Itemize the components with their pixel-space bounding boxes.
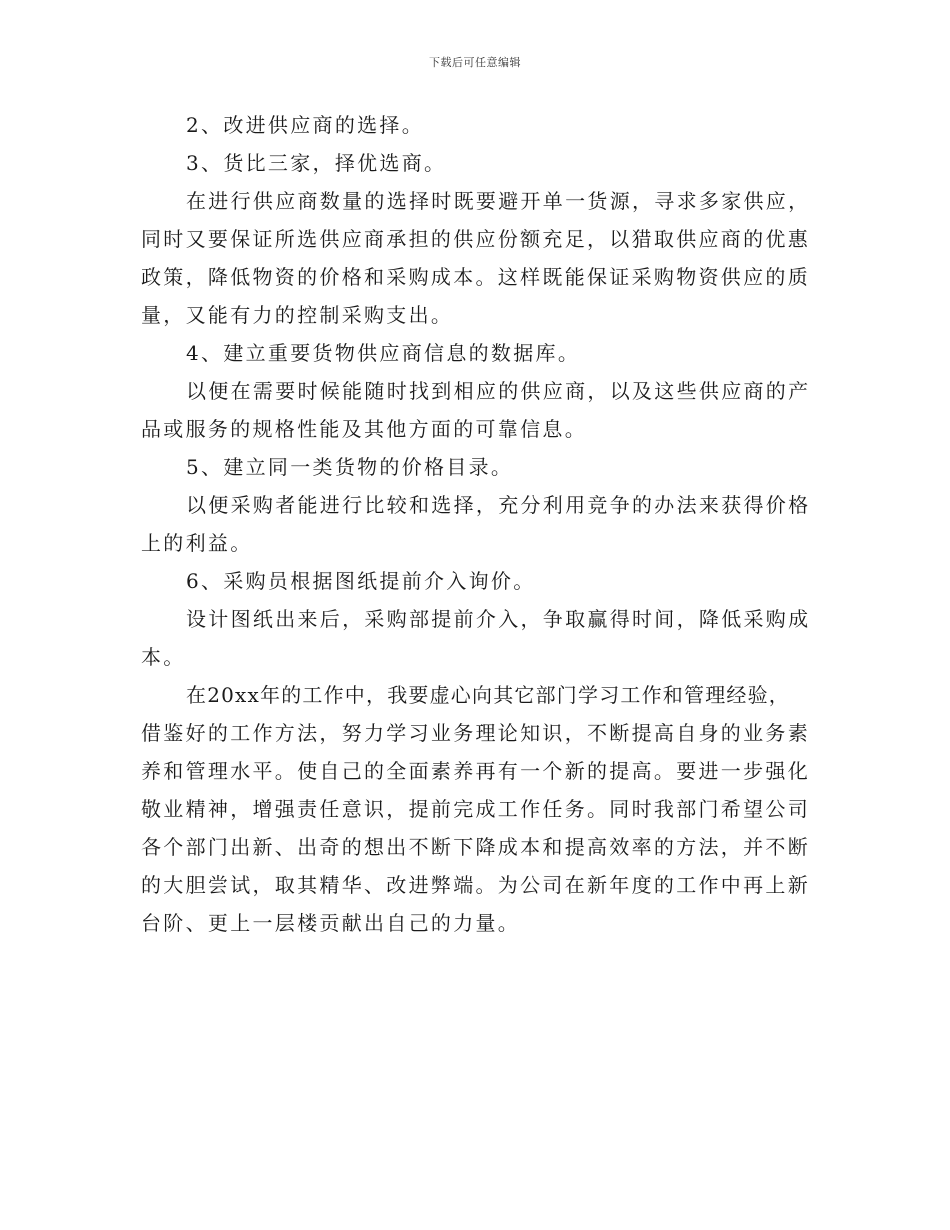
list-item-heading: 5、建立同一类货物的价格目录。 xyxy=(186,455,514,479)
paragraph-line: 在进行供应商数量的选择时既要避开单一货源，寻求多家供应， xyxy=(186,189,811,213)
paragraph-line: 台阶、更上一层楼贡献出自己的力量。 xyxy=(141,911,521,935)
list-item-heading: 3、货比三家，择优选商。 xyxy=(186,151,447,175)
paragraph-line: 品或服务的规格性能及其他方面的可靠信息。 xyxy=(141,417,587,441)
paragraph-line: 量，又能有力的控制采购支出。 xyxy=(141,303,454,327)
paragraph-line: 以便采购者能进行比较和选择，充分利用竞争的办法来获得价格 xyxy=(186,493,811,517)
list-item-heading: 2、改进供应商的选择。 xyxy=(186,113,425,137)
list-item-heading: 4、建立重要货物供应商信息的数据库。 xyxy=(186,341,581,365)
paragraph-line: 借鉴好的工作方法，努力学习业务理论知识，不断提高自身的业务素 xyxy=(141,721,810,745)
paragraph-line: 在20xx年的工作中，我要虚心向其它部门学习工作和管理经验， xyxy=(186,683,791,707)
paragraph-line: 敬业精神，增强责任意识，提前完成工作任务。同时我部门希望公司 xyxy=(141,797,810,821)
paragraph-line: 政策，降低物资的价格和采购成本。这样既能保证采购物资供应的质 xyxy=(141,265,810,289)
paragraph-line: 上的利益。 xyxy=(141,531,253,555)
list-item-heading: 6、采购员根据图纸提前介入询价。 xyxy=(186,569,536,593)
paragraph-line: 养和管理水平。使自己的全面素养再有一个新的提高。要进一步强化 xyxy=(141,759,810,783)
page-header: 下载后可任意编辑 xyxy=(429,56,521,69)
document-body xyxy=(141,106,811,942)
paragraph-line: 设计图纸出来后，采购部提前介入，争取赢得时间，降低采购成 xyxy=(186,607,811,631)
paragraph-line: 的大胆尝试，取其精华、改进弊端。为公司在新年度的工作中再上新 xyxy=(141,873,810,897)
paragraph-line: 本。 xyxy=(141,645,186,669)
paragraph-line: 各个部门出新、出奇的想出不断下降成本和提高效率的方法，并不断 xyxy=(141,835,810,859)
paragraph-line: 同时又要保证所选供应商承担的供应份额充足，以猎取供应商的优惠 xyxy=(141,227,810,251)
paragraph-line: 以便在需要时候能随时找到相应的供应商，以及这些供应商的产 xyxy=(186,379,811,403)
